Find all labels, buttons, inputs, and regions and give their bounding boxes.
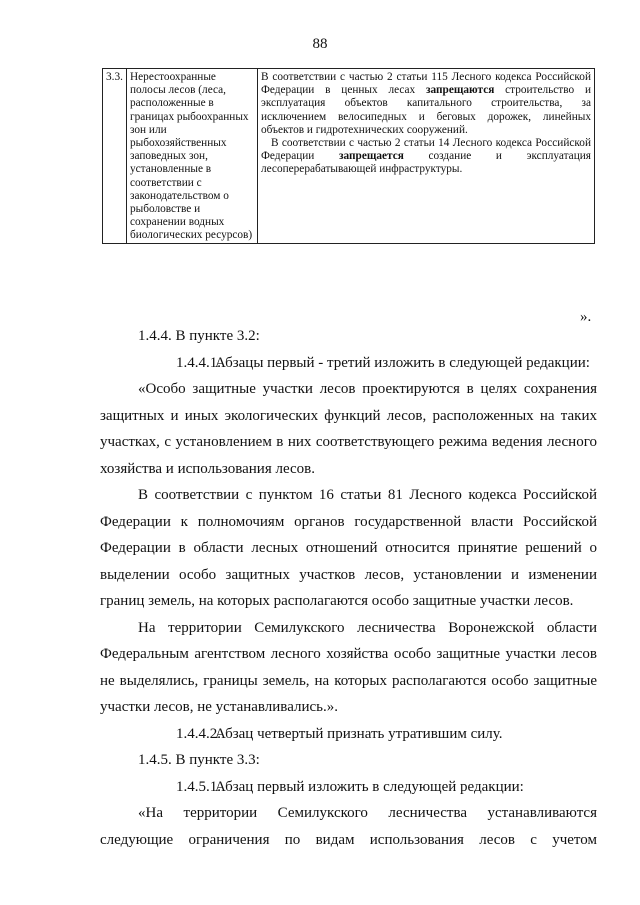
item-text: Абзац первый изложить в следующей редакции: <box>215 778 524 795</box>
restriction-text <box>258 69 595 244</box>
bold-prohibited-1: запрещаются <box>426 84 495 97</box>
item-1-4-4-1 <box>100 350 597 377</box>
item-1-4-5: 1.4.5. В пункте 3.3: <box>138 752 260 768</box>
item-number: 1.4.4.2. <box>176 725 221 742</box>
item-number: 1.4.5.1. <box>176 778 221 795</box>
closing-quote: ». <box>580 309 592 325</box>
item-1-4-5-1 <box>100 774 597 801</box>
document-body <box>100 323 597 853</box>
quote-last-line-1: «На территории Семилукского лесничества устанавливаются <box>138 805 597 821</box>
restrictions-table <box>102 68 595 244</box>
item-1-4-4-2 <box>100 721 597 748</box>
row-number: 3.3. <box>103 69 127 244</box>
quote-paragraph-2: В соответствии с пунктом 16 статьи 81 Лесного кодекса Российской Федерации к полномочиям органов государственной власти Российской Федерации в области лесных отношений относится принятие решений о выделении особо защитных участков лесов, установлении и изменении границ земель, на которых располагаются особо защитные участки лесов. <box>100 487 597 609</box>
bold-prohibited-2: запрещается <box>339 150 404 163</box>
quote-paragraph-3: На территории Семилукского лесничества Воронежской области Федеральным агентством лесного хозяйства особо защитные участки лесов не выделялись, границы земель, на которых располагаются особо защитные участки лесов, не устанавливались.». <box>100 619 597 715</box>
page-number: 88 <box>312 36 328 52</box>
table-row <box>103 69 595 244</box>
item-number: 1.4.4.1. <box>176 354 221 371</box>
forest-category: Нерестоохранные полосы лесов (леса, расположенные в границах рыбоохранных зон или рыбохозяйственных заповедных зон, установленные в соответствии с законодательством о рыболовстве и сохранении водных биологических ресурсов) <box>127 69 258 244</box>
item-1-4-4: 1.4.4. В пункте 3.2: <box>138 328 260 344</box>
restriction-paragraph-1: В соответствии с частью 2 статьи 115 Лесного кодекса Российской Федерации в ценных лесах запрещаются строительство и эксплуатация объектов капитального строительства, за исключением велосипедных и беговых дорожек, линейных объектов и гидротехнических сооружений. <box>261 71 591 136</box>
quote-paragraph-1: «Особо защитные участки лесов проектируются в целях сохранения защитных и иных экологических функций лесов, расположенных на таких участках, с установлением в них соответствующего режима ведения лесного хозяйства и использования лесов. <box>100 381 597 477</box>
item-text: Абзац четвертый признать утратившим силу. <box>215 725 503 742</box>
restriction-paragraph-2: В соответствии с частью 2 статьи 14 Лесного кодекса Российской Федерации запрещается создание и эксплуатация лесоперерабатывающей инфраструктуры. <box>261 137 591 176</box>
quote-last-line-2: следующие ограничения по видам использования лесов с учетом <box>100 831 597 848</box>
item-text: Абзацы первый - третий изложить в следующей редакции: <box>215 354 590 371</box>
